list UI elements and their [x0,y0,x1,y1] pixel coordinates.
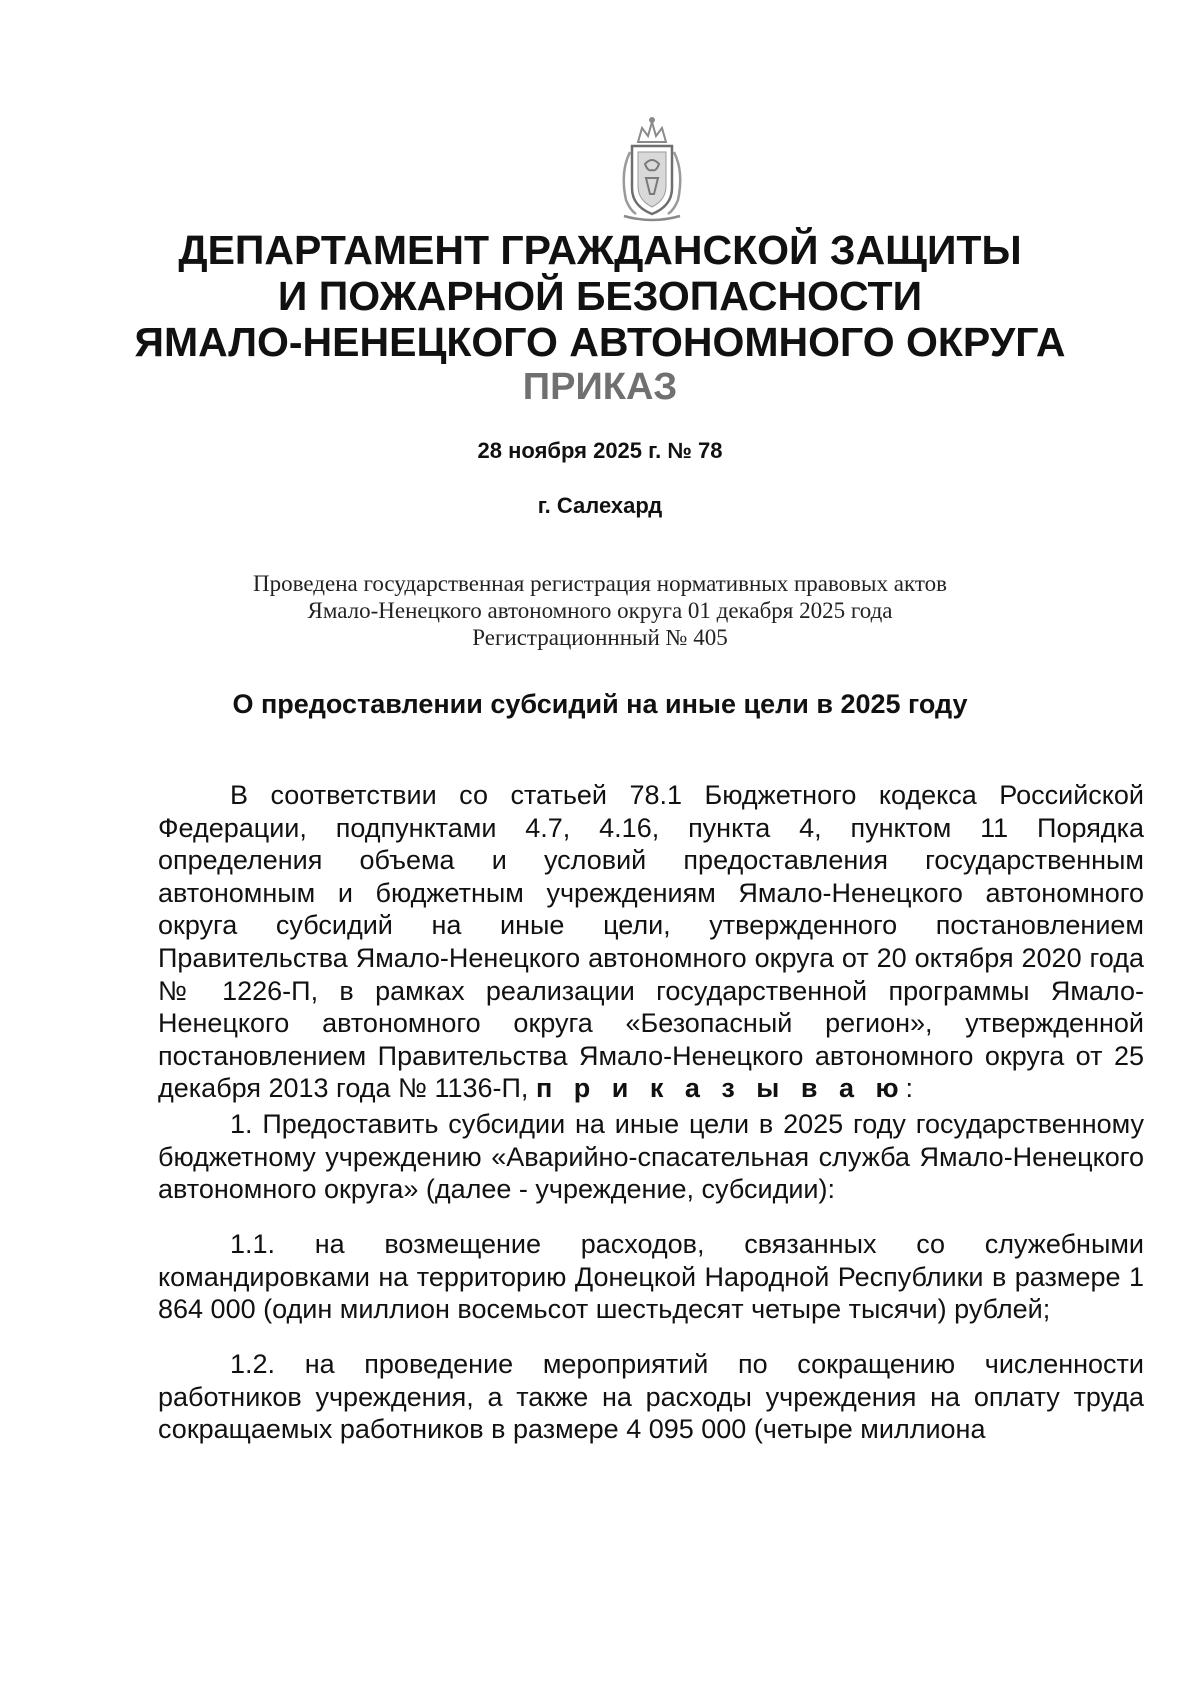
command-word: п р и к а з ы в а ю [535,1073,906,1104]
agency-name-line-2: И ПОЖАРНОЙ БЕЗОПАСНОСТИ [277,273,923,319]
registration-line-1: Проведена государственная регистрация нормативных правовых актов [253,571,947,596]
item-1-paragraph: 1. Предоставить субсидии на иные цели в 2025 году государственному бюджетному учреждению «Аварийно-спасательная служба Ямало-Ненецкого автономного округа» (далее - учреждение, субсидии): [158,1109,1144,1205]
document-title: О предоставлении субсидий на иные цели в 2025 году [232,689,968,719]
agency-name-line-1: ДЕПАРТАМЕНТ ГРАЖДАНСКОЙ ЗАЩИТЫ [178,227,1022,273]
item-1-2-paragraph: 1.2. на проведение мероприятий по сокращению численности работников учреждения, а также на расходы учреждения на оплату труда сокращаемых работников в размере 4 095 000 (четыре миллиона [158,1349,1144,1445]
preamble-paragraph [158,779,1144,1105]
document-date-number: 28 ноября 2025 г. № 78 [477,438,723,463]
document-type: ПРИКАЗ [522,366,678,408]
document-city: г. Салехард [537,493,663,518]
agency-name-line-3: ЯМАЛО-НЕНЕЦКОГО АВТОНОМНОГО ОКРУГА [134,319,1066,365]
coat-of-arms-emblem [612,112,692,224]
registration-line-2: Ямало-Ненецкого автономного округа 01 декабря 2025 года [307,598,893,623]
command-suffix: : [905,1073,914,1104]
preamble-text: В соответствии со статьей 78.1 Бюджетного кодекса Российской Федерации, подпунктами 4.7, 4.16, пункта 4, пунктом 11 Порядка определения объема и условий предоставления государственным автономным и бюджетным учреждениям Ямало-Ненецкого автономного округа субсидий на иные цели, утвержденного постановлением Правительства Ямало-Ненецкого автономного округа от 20 октября 2020 года № 1226-П, в рамках реализации государственной программы Ямало-Ненецкого автономного округа «Безопасный регион», утвержденной постановлением Правительства Ямало-Ненецкого автономного округа от 25 декабря 2013 года № 1136-П, [158,780,1144,1104]
registration-line-3: Регистрационнный № 405 [472,625,728,650]
item-1-1-paragraph: 1.1. на возмещение расходов, связанных со служебными командировками на территорию Донецкой Народной Республики в размере 1 864 000 (один миллион восемьсот шестьдесят четыре тысячи) рублей; [158,1229,1144,1325]
